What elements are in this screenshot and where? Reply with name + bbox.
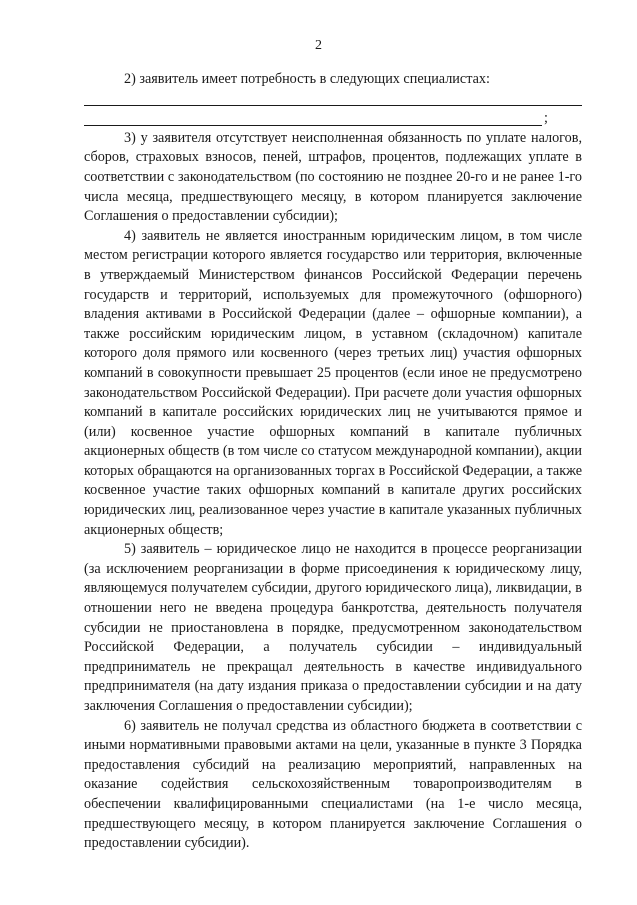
paragraph-6: 6) заявитель не получал средства из областного бюджета в соответствии с иными нормативными правовыми актами на цели, указанные в пункте 3 Порядка предоставления субсидий на реализацию мероприятий, направленных на оказание содействия сельскохозяйственным товаропроизводителям в обеспечении квалифицированными специалистами (на 1-е число месяца, предшествующего месяцу, в котором планируется заключение Соглашения о предоставлении субсидии).	[84, 717, 582, 852]
paragraph-3: 3) у заявителя отсутствует неисполненная обязанность по уплате налогов, сборов, страховых взносов, пеней, штрафов, процентов, подлежащих уплате в соответствии с законодательством (по состоянию не позднее 20-го и не ранее 1-го числа месяца, предшествующего месяцу, в котором планируется заключение Соглашения о предоставлении субсидии);	[84, 129, 582, 225]
document-body	[84, 70, 582, 854]
underline-rule	[84, 125, 542, 126]
blank-line-1	[84, 90, 582, 110]
underline-rule	[84, 105, 582, 106]
fill-in-blank	[84, 90, 582, 129]
paragraph-5: 5) заявитель – юридическое лицо не находится в процессе реорганизации (за исключением реорганизации в форме присоединения к юридическому лицу, являющемуся получателем субсидии, другого юридического лица), ликвидации, в отношении него не введена процедура банкротства, деятельность получателя субсидии не приостановлена в порядке, предусмотренном законодательством Российской Федерации, а получатель субсидии – индивидуальный предприниматель не прекращал деятельность в качестве индивидуального предпринимателя (на дату издания приказа о предоставлении субсидии и на дату заключения Соглашения о предоставлении субсидии);	[84, 541, 582, 714]
semicolon: ;	[544, 110, 548, 127]
page-number: 2	[315, 38, 322, 53]
paragraph-2: 2) заявитель имеет потребность в следующих специалистах:	[124, 71, 490, 87]
paragraph-4: 4) заявитель не является иностранным юридическим лицом, в том числе местом регистрации которого является государство или территория, включенные в утверждаемый Министерством финансов Российской Федерации перечень государств и территорий, используемых для промежуточного (офшорного) владения активами в Российской Федерации (далее – офшорные компании), а также российским юридическим лицом, в уставном (складочном) капитале которого доля прямого или косвенного (через третьих лиц) участия офшорных компаний в совокупности превышает 25 процентов (если иное не предусмотрено законодательством Российской Федерации). При расчете доли участия офшорных компаний в капитале российских юридических лиц не учитываются прямое и (или) косвенное участие офшорных компаний в капитале публичных акционерных обществ (в том числе со статусом международной компании), акции которых обращаются на организованных торгах в Российской Федерации, а также косвенное участие таких офшорных компаний в капитале других российских юридических лиц, реализованное через участие в капитале указанных публичных акционерных обществ;	[84, 227, 582, 538]
blank-line-2	[84, 109, 582, 129]
